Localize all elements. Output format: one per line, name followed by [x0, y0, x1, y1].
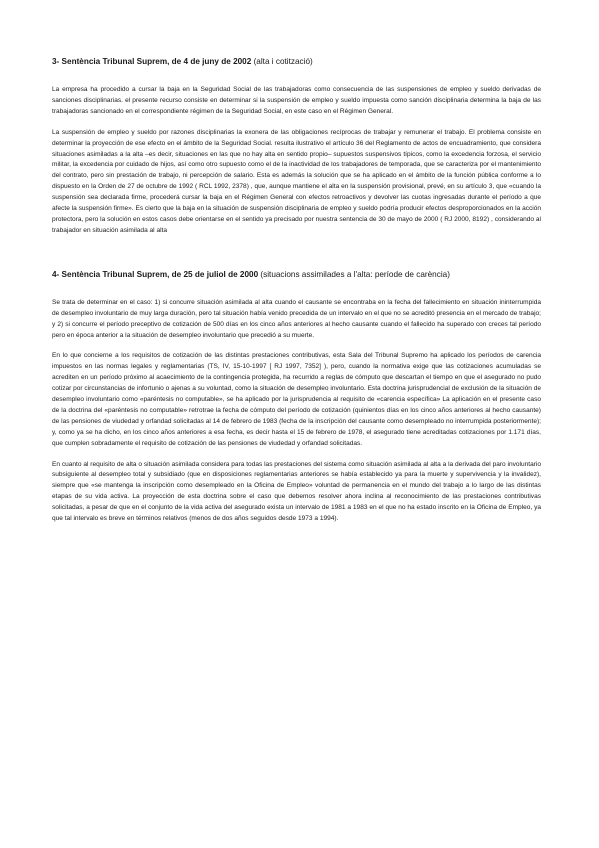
paragraph: En lo que concierne a los requisitos de cotización de las distintas prestaciones contributivas, esta Sala del Tribunal Supremo ha aplicado los períodos de carencia impuestos en las normas legales y reglamentarias (TS, IV, 15-10-1997 [ RJ 1997, 7352] ), pero, cuando la normativa exige que las cotizaciones acumuladas se acrediten en un período próximo al acaecimiento de la contingencia protegida, ha recurrido a reglas de cómputo que descartan el tiempo en que el asegurado no pudo cotizar por circunstancias de infortunio o ajenas a su voluntad, como la situación de desempleo involuntario. Esta doctrina jurisprudencial de exclusión de la situación de desempleo involuntario como «paréntesis no computable», se ha aplicado por la jurisprudencia al requisito de «carencia específica» La aplicación en el presente caso de la doctrina del «paréntesis no computable» retrotrae la fecha de cómputo del período de cotización (quinientos días en los cinco años anteriores al hecho causante) de las pensiones de viudedad y orfandad solicitadas al 14 de febrero de 1983 (fecha de la inscripción del causante como desempleado no interrumpida posteriormente); y, como ya se ha dicho, en los cinco años anteriores a esa fecha, es decir hasta el 15 de febrero de 1978, el asegurado tiene acreditadas cotizaciones por 1.171 días, que cumplen sobradamente el requisito de cotización de las pensiones de viudedad y orfandad solicitadas. — [52, 352, 541, 447]
paragraph: La suspensión de empleo y sueldo por razones disciplinarias la exonera de las obligaciones recíprocas de trabajar y remunerar el trabajo. El problema consiste en determinar la proyección de ese efecto en el ámbito de la Seguridad Social. resulta ilustrativo el artículo 36 del Reglamento de actos de encuadramiento, que considera situaciones asimiladas a la alta –es decir, situaciones en las que no hay alta en sentido propio– supuestos suspensivos típicos, como la excedencia forzosa, el servicio militar, la excedencia por cuidado de hijos, así como otro supuesto como el de la inactividad de los trabajadores de temporada, que se caracteriza por el mantenimiento del contrato, pero sin prestación de trabajo, ni percepción de salario. Esta es además la solución que se ha aplicado en el ámbito de la función pública conforme a lo dispuesto en la Orden de 27 de octubre de 1992 ( RCL 1992, 2378) , que, aunque mantiene el alta en la suspensión provisional, prevé, en su artículo 3, que «cuando la suspensión sea declarada firme, procederá cursar la baja en el Régimen General con efectos retroactivos y devolver las cuotas ingresadas durante el período a que afecte la suspensión firme». Es cierto que la baja en la situación de suspensión disciplinaria de empleo y sueldo podría producir efectos desproporcionados en la acción protectora, pero la solución en estos casos debe orientarse en el sentido ya precisado por nuestra sentencia de 30 de mayo de 2000 ( RJ 2000, 8192) , considerando al trabajador en situación asimilada al alta — [52, 128, 541, 234]
heading-title: 4- Sentència Tribunal Suprem, de 25 de juliol de 2000 — [52, 269, 259, 279]
section-heading — [52, 56, 541, 67]
section-3 — [52, 56, 541, 237]
section-heading — [52, 269, 541, 280]
paragraph: Se trata de determinar en el caso: 1) si concurre situación asimilada al alta cuando el causante se encontraba en la fecha del fallecimiento en situación ininterrumpida de desempleo involuntario de muy larga duración, pero tal situación había venido precedida de un intervalo en el que no se acreditó presencia en el mercado de trabajo; y 2) si concurre el período preceptivo de cotización de 500 días en los cinco años anteriores al hecho causante cuando el fallecido ha superado con creces tal período pero en época anterior a la situación de desempleo involuntario que precedió a su muerte. — [52, 298, 541, 339]
heading-subtitle: (alta i cotització) — [251, 57, 313, 66]
paragraph: En cuanto al requisito de alta o situación asimilada considera para todas las prestaciones del sistema como situación asimilada al alta a la derivada del paro involuntario subsiguiente al desempleo total y subsidiado (que en disposiciones reglamentarias anteriores se había establecido ya para la muerte y supervivencia y la invalidez), siempre que «se mantenga la inscripción como desempleado en la Oficina de Empleo» voluntad de permanencia en el mundo del trabajo a lo largo de las distintas etapas de su vida activa. La proyección de esta doctrina sobre el caso que debemos resolver ahora inclina al reconocimiento de las prestaciones contributivas solicitadas, a pesar de que en el conjunto de la vida activa del asegurado exista un intervalo de 1981 a 1983 en el que no ha estado inscrito en la Oficina de Empleo, ya que tal intervalo es breve en términos relativos (menos de dos años seguidos desde 1973 a 1994). — [52, 460, 541, 523]
section-4 — [52, 269, 541, 525]
heading-subtitle: (situacions assimilades a l'alta: període de carència) — [258, 269, 450, 279]
heading-title: 3- Sentència Tribunal Suprem, de 4 de juny de 2002 — [52, 57, 252, 66]
paragraph: La empresa ha procedido a cursar la baja en la Seguridad Social de las trabajadoras como consecuencia de las suspensiones de empleo y sueldo derivadas de sanciones disciplinarias. el presente recurso consiste en determinar si la suspensión de empleo y sueldo impuesta como sanción disciplinaria determina la baja de las trabajadoras sancionado en el correspondiente régimen de la Seguridad Social, en este caso en el Régimen General. — [52, 86, 541, 115]
